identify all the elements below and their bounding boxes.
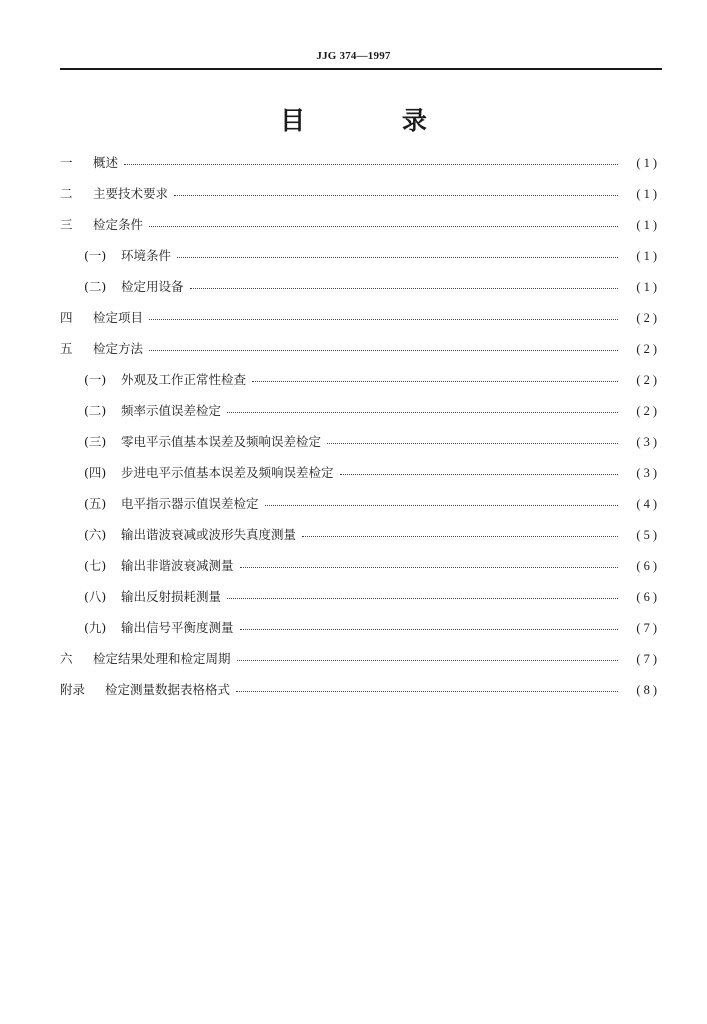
page-title: 目 录 <box>280 106 471 135</box>
toc-entry-page: (3) <box>636 435 660 449</box>
toc-dot-leader <box>327 443 618 444</box>
toc-dot-leader <box>177 257 618 258</box>
toc-entry-number: 六 <box>60 651 73 666</box>
toc-dot-leader <box>240 629 618 630</box>
toc-entry-label: 检定测量数据表格格式 <box>105 682 231 697</box>
toc-entry-page: (1) <box>636 156 660 170</box>
header-rule <box>60 68 662 70</box>
toc-entry-number: (二) <box>84 403 107 418</box>
toc-entry-label: 外观及工作正常性检查 <box>121 372 247 387</box>
toc-dot-leader <box>252 381 618 382</box>
toc-entry-page: (3) <box>636 466 660 480</box>
toc-entry-page: (7) <box>636 652 660 666</box>
toc-entry-number: (三) <box>84 434 107 449</box>
toc-dot-leader <box>340 474 618 475</box>
toc-entry-page: (5) <box>636 528 660 542</box>
toc-entry-label: 概述 <box>93 155 119 170</box>
toc-entry[interactable] <box>60 333 660 364</box>
toc-entry[interactable] <box>60 674 660 705</box>
toc-entry[interactable] <box>60 643 660 674</box>
toc-entry-page: (1) <box>636 280 660 294</box>
toc-entry-number: (八) <box>84 589 107 604</box>
toc-entry-page: (8) <box>636 683 660 697</box>
toc-dot-leader <box>240 567 618 568</box>
toc-entry[interactable] <box>60 302 660 333</box>
toc-entry-number: 二 <box>60 186 73 201</box>
table-of-contents <box>60 147 660 705</box>
toc-entry-page: (6) <box>636 590 660 604</box>
toc-entry-label: 主要技术要求 <box>93 186 169 201</box>
toc-entry[interactable] <box>60 550 660 581</box>
toc-entry-page: (6) <box>636 559 660 573</box>
toc-dot-leader <box>124 164 618 165</box>
toc-entry-page: (2) <box>636 373 660 387</box>
toc-entry-number: 四 <box>60 310 73 325</box>
toc-entry-number: (五) <box>84 496 107 511</box>
toc-entry-page: (1) <box>636 249 660 263</box>
toc-dot-leader <box>237 660 618 661</box>
toc-entry-label: 输出信号平衡度测量 <box>121 620 234 635</box>
document-code-header: JJG 374—1997 <box>316 50 391 62</box>
toc-entry-label: 检定用设备 <box>121 279 184 294</box>
toc-entry[interactable] <box>60 612 660 643</box>
toc-entry-number: (一) <box>84 248 107 263</box>
toc-entry-label: 电平指示器示值误差检定 <box>121 496 259 511</box>
toc-entry-label: 输出反射损耗测量 <box>121 589 222 604</box>
toc-entry-number: (七) <box>84 558 107 573</box>
toc-entry-label: 检定方法 <box>93 341 144 356</box>
toc-entry-page: (2) <box>636 342 660 356</box>
toc-entry-number: 一 <box>60 155 73 170</box>
toc-entry-label: 环境条件 <box>121 248 172 263</box>
toc-entry-label: 输出谐波衰减或波形失真度测量 <box>121 527 297 542</box>
toc-entry-number: 三 <box>60 217 73 232</box>
toc-entry-label: 检定条件 <box>93 217 144 232</box>
toc-dot-leader <box>236 691 618 692</box>
toc-entry[interactable] <box>60 395 660 426</box>
toc-entry-number: (四) <box>84 465 107 480</box>
toc-entry[interactable] <box>60 271 660 302</box>
toc-entry[interactable] <box>60 364 660 395</box>
toc-entry[interactable] <box>60 178 660 209</box>
toc-entry-number: (六) <box>84 527 107 542</box>
toc-dot-leader <box>265 505 618 506</box>
toc-entry-label: 检定结果处理和检定周期 <box>93 651 231 666</box>
toc-entry-number: (一) <box>84 372 107 387</box>
toc-entry[interactable] <box>60 581 660 612</box>
toc-entry[interactable] <box>60 457 660 488</box>
toc-entry-page: (2) <box>636 404 660 418</box>
toc-entry[interactable] <box>60 147 660 178</box>
toc-entry-label: 零电平示值基本误差及频响误差检定 <box>121 434 322 449</box>
toc-entry-page: (1) <box>636 187 660 201</box>
toc-entry[interactable] <box>60 519 660 550</box>
toc-entry-page: (7) <box>636 621 660 635</box>
toc-entry-page: (1) <box>636 218 660 232</box>
toc-dot-leader <box>174 195 618 196</box>
toc-dot-leader <box>149 350 618 351</box>
toc-entry-number: (二) <box>84 279 107 294</box>
toc-entry[interactable] <box>60 209 660 240</box>
toc-dot-leader <box>149 226 618 227</box>
toc-entry-number: 附录 <box>60 682 86 697</box>
toc-dot-leader <box>190 288 618 289</box>
toc-entry-label: 输出非谐波衰减测量 <box>121 558 234 573</box>
toc-dot-leader <box>302 536 618 537</box>
toc-dot-leader <box>227 598 618 599</box>
toc-entry-number: (九) <box>84 620 107 635</box>
toc-entry[interactable] <box>60 426 660 457</box>
toc-entry-label: 步进电平示值基本误差及频响误差检定 <box>121 465 334 480</box>
toc-entry[interactable] <box>60 240 660 271</box>
toc-dot-leader <box>227 412 618 413</box>
toc-entry[interactable] <box>60 488 660 519</box>
toc-entry-page: (2) <box>636 311 660 325</box>
toc-entry-label: 检定项目 <box>93 310 144 325</box>
toc-entry-label: 频率示值误差检定 <box>121 403 222 418</box>
toc-dot-leader <box>149 319 618 320</box>
toc-entry-page: (4) <box>636 497 660 511</box>
toc-entry-number: 五 <box>60 341 73 356</box>
